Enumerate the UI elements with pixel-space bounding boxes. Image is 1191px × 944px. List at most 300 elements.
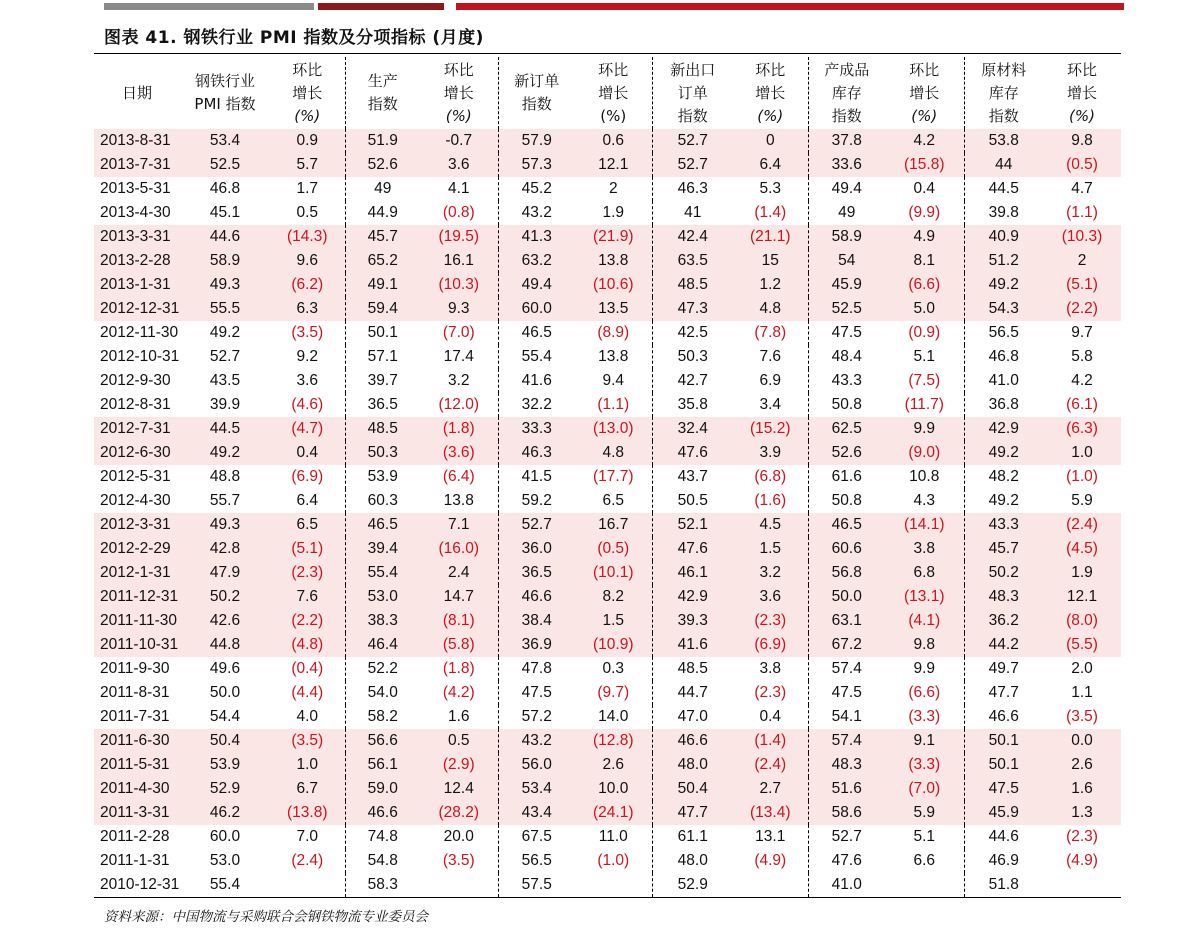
value-cell: 43.5: [209, 372, 241, 389]
value-cell: 1.6: [420, 705, 498, 729]
value-cell: (14.3): [270, 225, 345, 249]
value-cell: [420, 873, 498, 897]
table-row: [94, 441, 1121, 465]
value-cell: 9.2: [270, 345, 345, 369]
value-cell: 47.7: [652, 801, 733, 825]
value-cell: 61.6: [831, 468, 862, 485]
value-cell: (9.9): [885, 201, 964, 225]
value-cell: 10.0: [575, 777, 652, 801]
value-cell: (0.5): [1043, 153, 1121, 177]
value-cell: 0: [733, 129, 808, 153]
value-cell: 5.9: [1071, 492, 1093, 509]
value-cell: (4.9): [733, 849, 808, 873]
value-cell: 2.6: [1043, 753, 1121, 777]
value-cell: 2.0: [1071, 660, 1093, 677]
value-cell: 54.1: [831, 708, 862, 725]
value-cell: 2: [575, 177, 652, 201]
value-cell: 52.7: [209, 348, 241, 365]
value-cell: 53.8: [964, 129, 1043, 153]
value-cell: (4.6): [270, 393, 345, 417]
value-cell: 44.5: [180, 417, 270, 441]
value-cell: (15.2): [733, 417, 808, 441]
value-cell: (17.7): [575, 465, 652, 489]
value-cell: (4.4): [270, 681, 345, 705]
value-cell: 4.8: [575, 441, 652, 465]
value-cell: (3.5): [420, 849, 498, 873]
value-cell: (10.9): [575, 633, 652, 657]
value-cell: 4.7: [1071, 180, 1093, 197]
value-cell: 46.1: [652, 561, 733, 585]
value-cell: (5.5): [1043, 633, 1121, 657]
value-cell: 4.9: [885, 225, 964, 249]
value-cell: (28.2): [420, 801, 498, 825]
value-cell: 46.3: [498, 441, 575, 465]
value-cell: (2.2): [270, 609, 345, 633]
value-cell: 44.8: [180, 633, 270, 657]
value-cell: (1.4): [733, 729, 808, 753]
value-cell: 13.1: [733, 825, 808, 849]
value-cell: 50.8: [831, 492, 862, 509]
value-cell: 47.5: [831, 684, 862, 701]
value-cell: 13.8: [575, 345, 652, 369]
column-header: [575, 57, 652, 129]
header-unit: (%): [445, 106, 472, 125]
table-row: [94, 609, 1121, 633]
value-cell: (8.1): [420, 609, 498, 633]
value-cell: 55.7: [209, 492, 241, 509]
value-cell: 51.6: [808, 777, 885, 801]
value-cell: 33.3: [498, 417, 575, 441]
value-cell: 3.2: [420, 369, 498, 393]
value-cell: 6.5: [270, 513, 345, 537]
value-cell: 9.8: [1043, 129, 1121, 153]
table-row: [94, 873, 1121, 897]
date-cell: 2011-3-31: [94, 801, 180, 825]
value-cell: 47.0: [677, 708, 708, 725]
value-cell: 46.4: [345, 633, 420, 657]
value-cell: 42.9: [964, 417, 1043, 441]
value-cell: (2.4): [1043, 513, 1121, 537]
value-cell: 4.2: [1071, 372, 1093, 389]
header-line: 库存: [988, 83, 1019, 102]
value-cell: 54.3: [964, 297, 1043, 321]
value-cell: 56.6: [345, 729, 420, 753]
value-cell: 9.3: [420, 297, 498, 321]
value-cell: 48.0: [677, 852, 708, 869]
value-cell: (12.0): [420, 393, 498, 417]
value-cell: 33.6: [808, 153, 885, 177]
value-cell: 49.2: [964, 441, 1043, 465]
value-cell: (2.3): [1066, 828, 1098, 845]
value-cell: [1043, 873, 1121, 897]
value-cell: 1.0: [1043, 441, 1121, 465]
value-cell: (4.5): [1043, 537, 1121, 561]
value-cell: 13.8: [420, 489, 498, 513]
value-cell: 32.4: [652, 417, 733, 441]
value-cell: 50.3: [345, 441, 420, 465]
value-cell: (3.3): [885, 705, 964, 729]
value-cell: (8.9): [575, 321, 652, 345]
header-line: 订单: [677, 83, 708, 102]
value-cell: 49: [838, 204, 856, 221]
value-cell: 50.0: [209, 684, 241, 701]
value-cell: 53.0: [345, 585, 420, 609]
value-cell: 49.4: [831, 180, 862, 197]
header-row: [94, 57, 1121, 129]
value-cell: 3.2: [733, 561, 808, 585]
value-cell: (2.2): [1043, 297, 1121, 321]
date-cell: 2011-12-31: [94, 585, 180, 609]
header-line: 新出口: [670, 60, 716, 79]
value-cell: 9.4: [575, 369, 652, 393]
column-header: [964, 57, 1043, 129]
date-cell: 2012-6-30: [94, 441, 180, 465]
value-cell: 5.3: [733, 177, 808, 201]
value-cell: 1.5: [733, 537, 808, 561]
value-cell: 44.2: [964, 633, 1043, 657]
date-cell: 2012-10-31: [100, 348, 180, 365]
value-cell: (6.8): [733, 465, 808, 489]
column-header: [94, 57, 180, 129]
value-cell: 42.7: [677, 372, 708, 389]
value-cell: 41.0: [831, 876, 862, 893]
value-cell: 48.5: [677, 660, 708, 677]
value-cell: 9.9: [885, 417, 964, 441]
value-cell: (5.1): [1043, 273, 1121, 297]
value-cell: 8.1: [885, 249, 964, 273]
value-cell: (19.5): [420, 225, 498, 249]
header-line: 指数: [367, 95, 398, 113]
value-cell: 4.8: [733, 297, 808, 321]
column-header: [420, 57, 498, 129]
value-cell: (16.0): [420, 537, 498, 561]
value-cell: 43.2: [521, 204, 552, 221]
date-cell: 2011-9-30: [100, 660, 170, 677]
value-cell: 48.8: [209, 468, 241, 485]
table-row: [94, 369, 1121, 393]
value-cell: 0.6: [575, 129, 652, 153]
value-cell: (4.2): [420, 681, 498, 705]
value-cell: 4.3: [885, 489, 964, 513]
date-cell: 2011-6-30: [94, 729, 180, 753]
table-row: [94, 681, 1121, 705]
value-cell: 46.6: [345, 801, 420, 825]
value-cell: 53.9: [180, 753, 270, 777]
value-cell: 15: [733, 249, 808, 273]
value-cell: 39.4: [345, 537, 420, 561]
value-cell: 43.3: [831, 372, 862, 389]
value-cell: 57.2: [521, 708, 552, 725]
date-cell: 2011-2-28: [100, 828, 170, 845]
table-row: [94, 537, 1121, 561]
value-cell: 63.5: [652, 249, 733, 273]
header-bar-darkred: [318, 3, 444, 10]
value-cell: [575, 873, 652, 897]
value-cell: 38.3: [345, 609, 420, 633]
value-cell: 12.4: [420, 777, 498, 801]
header-line: 环比: [443, 60, 474, 79]
table-title: 图表 41. 钢铁行业 PMI 指数及分项指标 (月度): [104, 28, 484, 48]
value-cell: 46.5: [521, 324, 552, 341]
value-cell: 6.5: [575, 489, 652, 513]
date-cell: 2013-5-31: [100, 180, 171, 197]
value-cell: 32.2: [521, 396, 552, 413]
value-cell: (5.1): [270, 537, 345, 561]
value-cell: 3.6: [420, 153, 498, 177]
value-cell: 58.9: [180, 249, 270, 273]
value-cell: 48.2: [988, 468, 1019, 485]
value-cell: (12.8): [575, 729, 652, 753]
value-cell: 45.1: [209, 204, 241, 221]
value-cell: 51.8: [988, 876, 1019, 893]
value-cell: 1.9: [575, 201, 652, 225]
value-cell: 41.0: [988, 372, 1019, 389]
table-row: [94, 561, 1121, 585]
date-cell: 2012-4-30: [100, 492, 171, 509]
column-header: [180, 57, 270, 129]
value-cell: 57.5: [521, 876, 552, 893]
value-cell: (6.1): [1066, 396, 1098, 413]
value-cell: 56.0: [498, 753, 575, 777]
value-cell: 4.2: [885, 129, 964, 153]
date-cell: 2012-2-29: [94, 537, 180, 561]
value-cell: 36.2: [964, 609, 1043, 633]
value-cell: (1.6): [733, 489, 808, 513]
value-cell: 57.4: [808, 729, 885, 753]
value-cell: 41.6: [521, 372, 552, 389]
value-cell: (1.1): [1066, 204, 1098, 221]
value-cell: (13.8): [270, 801, 345, 825]
value-cell: (6.2): [270, 273, 345, 297]
value-cell: 38.4: [498, 609, 575, 633]
value-cell: 7.6: [270, 585, 345, 609]
value-cell: 2.7: [733, 777, 808, 801]
table-row: [94, 657, 1121, 681]
value-cell: 54.0: [367, 684, 398, 701]
value-cell: 39.3: [652, 609, 733, 633]
value-cell: 12.1: [575, 153, 652, 177]
value-cell: 54.4: [209, 708, 241, 725]
header-line: 产成品: [824, 60, 870, 79]
value-cell: 46.6: [988, 708, 1019, 725]
value-cell: [270, 873, 345, 897]
table-row: [94, 345, 1121, 369]
header-unit: (%): [757, 106, 784, 125]
table-row: [94, 513, 1121, 537]
value-cell: 74.8: [367, 828, 398, 845]
value-cell: 6.7: [270, 777, 345, 801]
date-cell: 2011-7-31: [100, 708, 170, 725]
value-cell: 48.3: [808, 753, 885, 777]
value-cell: 1.6: [1043, 777, 1121, 801]
value-cell: 47.5: [831, 324, 862, 341]
value-cell: (2.4): [270, 849, 345, 873]
date-cell: 2011-1-31: [100, 852, 170, 869]
header-unit: (%): [294, 106, 321, 125]
table-row: [94, 849, 1121, 873]
value-cell: 42.8: [180, 537, 270, 561]
value-cell: 47.6: [652, 537, 733, 561]
value-cell: 49.2: [180, 441, 270, 465]
value-cell: 4.5: [733, 513, 808, 537]
value-cell: 45.7: [964, 537, 1043, 561]
value-cell: 46.9: [988, 852, 1019, 869]
date-cell: 2012-1-31: [94, 561, 180, 585]
value-cell: 0.5: [270, 201, 345, 225]
value-cell: (1.0): [1066, 468, 1098, 485]
value-cell: 2: [1043, 249, 1121, 273]
value-cell: (7.0): [885, 777, 964, 801]
value-cell: 48.0: [652, 753, 733, 777]
value-cell: 50.2: [964, 561, 1043, 585]
column-header: [498, 57, 575, 129]
value-cell: 52.7: [831, 828, 862, 845]
value-cell: (10.6): [575, 273, 652, 297]
value-cell: 3.9: [733, 441, 808, 465]
value-cell: 6.6: [885, 849, 964, 873]
value-cell: 49.2: [209, 324, 241, 341]
value-cell: 60.0: [209, 828, 241, 845]
value-cell: 49.1: [345, 273, 420, 297]
date-cell: 2012-9-30: [100, 372, 171, 389]
value-cell: 9.9: [885, 657, 964, 681]
column-header: [345, 57, 420, 129]
value-cell: 44.6: [180, 225, 270, 249]
value-cell: 39.8: [988, 204, 1019, 221]
value-cell: 45.9: [964, 801, 1043, 825]
date-cell: 2010-12-31: [100, 876, 180, 893]
value-cell: 58.9: [808, 225, 885, 249]
value-cell: (3.5): [1066, 708, 1098, 725]
value-cell: 44.5: [988, 180, 1019, 197]
value-cell: 52.9: [677, 876, 708, 893]
header-line: 指数: [988, 106, 1019, 125]
value-cell: 58.2: [367, 708, 398, 725]
value-cell: 52.5: [180, 153, 270, 177]
value-cell: 49.3: [180, 513, 270, 537]
value-cell: 5.8: [1071, 348, 1093, 365]
value-cell: (13.4): [733, 801, 808, 825]
value-cell: (21.9): [575, 225, 652, 249]
value-cell: (11.7): [885, 393, 964, 417]
value-cell: 40.9: [964, 225, 1043, 249]
value-cell: (3.5): [270, 321, 345, 345]
value-cell: 67.5: [521, 828, 552, 845]
date-cell: 2013-8-31: [94, 129, 180, 153]
table-row: [94, 249, 1121, 273]
value-cell: (7.5): [885, 369, 964, 393]
column-header: [1043, 57, 1121, 129]
value-cell: 46.8: [209, 180, 241, 197]
value-cell: 57.1: [367, 348, 398, 365]
date-cell: 2013-4-30: [100, 204, 171, 221]
value-cell: (3.5): [270, 729, 345, 753]
value-cell: 63.2: [498, 249, 575, 273]
table-top-rule: [94, 53, 1121, 54]
value-cell: (10.3): [420, 273, 498, 297]
column-header: [885, 57, 964, 129]
value-cell: 60.3: [367, 492, 398, 509]
value-cell: (1.1): [575, 393, 652, 417]
date-cell: 2012-5-31: [100, 468, 171, 485]
value-cell: (4.1): [885, 609, 964, 633]
value-cell: 41.5: [521, 468, 552, 485]
value-cell: (10.3): [1043, 225, 1121, 249]
value-cell: 50.2: [180, 585, 270, 609]
source-note: 资料来源：中国物流与采购联合会钢铁物流专业委员会: [104, 909, 428, 925]
value-cell: 37.8: [808, 129, 885, 153]
table-row: [94, 417, 1121, 441]
table-row: [94, 633, 1121, 657]
value-cell: (13.0): [575, 417, 652, 441]
header-unit: (%): [911, 106, 938, 125]
value-cell: 45.7: [345, 225, 420, 249]
table-row: [94, 129, 1121, 153]
value-cell: 49.3: [180, 273, 270, 297]
value-cell: 41.3: [498, 225, 575, 249]
value-cell: (1.4): [733, 201, 808, 225]
value-cell: (0.9): [885, 321, 964, 345]
value-cell: (6.6): [885, 681, 964, 705]
date-cell: 2012-8-31: [100, 396, 171, 413]
table-row: [94, 753, 1121, 777]
header-line: 增长: [1066, 83, 1097, 102]
header-line: 指数: [521, 95, 552, 113]
value-cell: 7.0: [270, 825, 345, 849]
value-cell: 49.2: [964, 273, 1043, 297]
value-cell: 55.4: [521, 348, 552, 365]
value-cell: (6.4): [420, 465, 498, 489]
value-cell: (21.1): [733, 225, 808, 249]
value-cell: 11.0: [575, 825, 652, 849]
value-cell: 6.9: [733, 369, 808, 393]
value-cell: 10.8: [885, 465, 964, 489]
value-cell: 0.4: [270, 441, 345, 465]
table-row: [94, 465, 1121, 489]
value-cell: 47.5: [964, 777, 1043, 801]
value-cell: (9.0): [885, 441, 964, 465]
table-row: [94, 225, 1121, 249]
value-cell: 52.2: [367, 660, 398, 677]
value-cell: 0.4: [885, 177, 964, 201]
value-cell: 1.2: [733, 273, 808, 297]
date-cell: 2011-5-31: [94, 753, 180, 777]
date-cell: 2011-8-31: [100, 684, 170, 701]
value-cell: 49.6: [209, 660, 241, 677]
header-line: 环比: [598, 60, 629, 79]
value-cell: 49.4: [498, 273, 575, 297]
value-cell: (13.1): [885, 585, 964, 609]
header-bar-red: [456, 3, 1124, 10]
value-cell: 46.3: [677, 180, 708, 197]
value-cell: 56.8: [808, 561, 885, 585]
value-cell: 48.4: [831, 348, 862, 365]
value-cell: 62.5: [808, 417, 885, 441]
value-cell: 1.3: [1043, 801, 1121, 825]
value-cell: 50.0: [808, 585, 885, 609]
header-line: 日期: [121, 83, 152, 102]
value-cell: 3.6: [270, 369, 345, 393]
value-cell: (6.3): [1043, 417, 1121, 441]
value-cell: 9.6: [270, 249, 345, 273]
value-cell: 36.9: [498, 633, 575, 657]
value-cell: 13.8: [575, 249, 652, 273]
date-cell: 2013-1-31: [94, 273, 180, 297]
value-cell: 2.6: [575, 753, 652, 777]
column-header: [733, 57, 808, 129]
value-cell: (15.8): [885, 153, 964, 177]
header-line: PMI 指数: [194, 95, 256, 113]
